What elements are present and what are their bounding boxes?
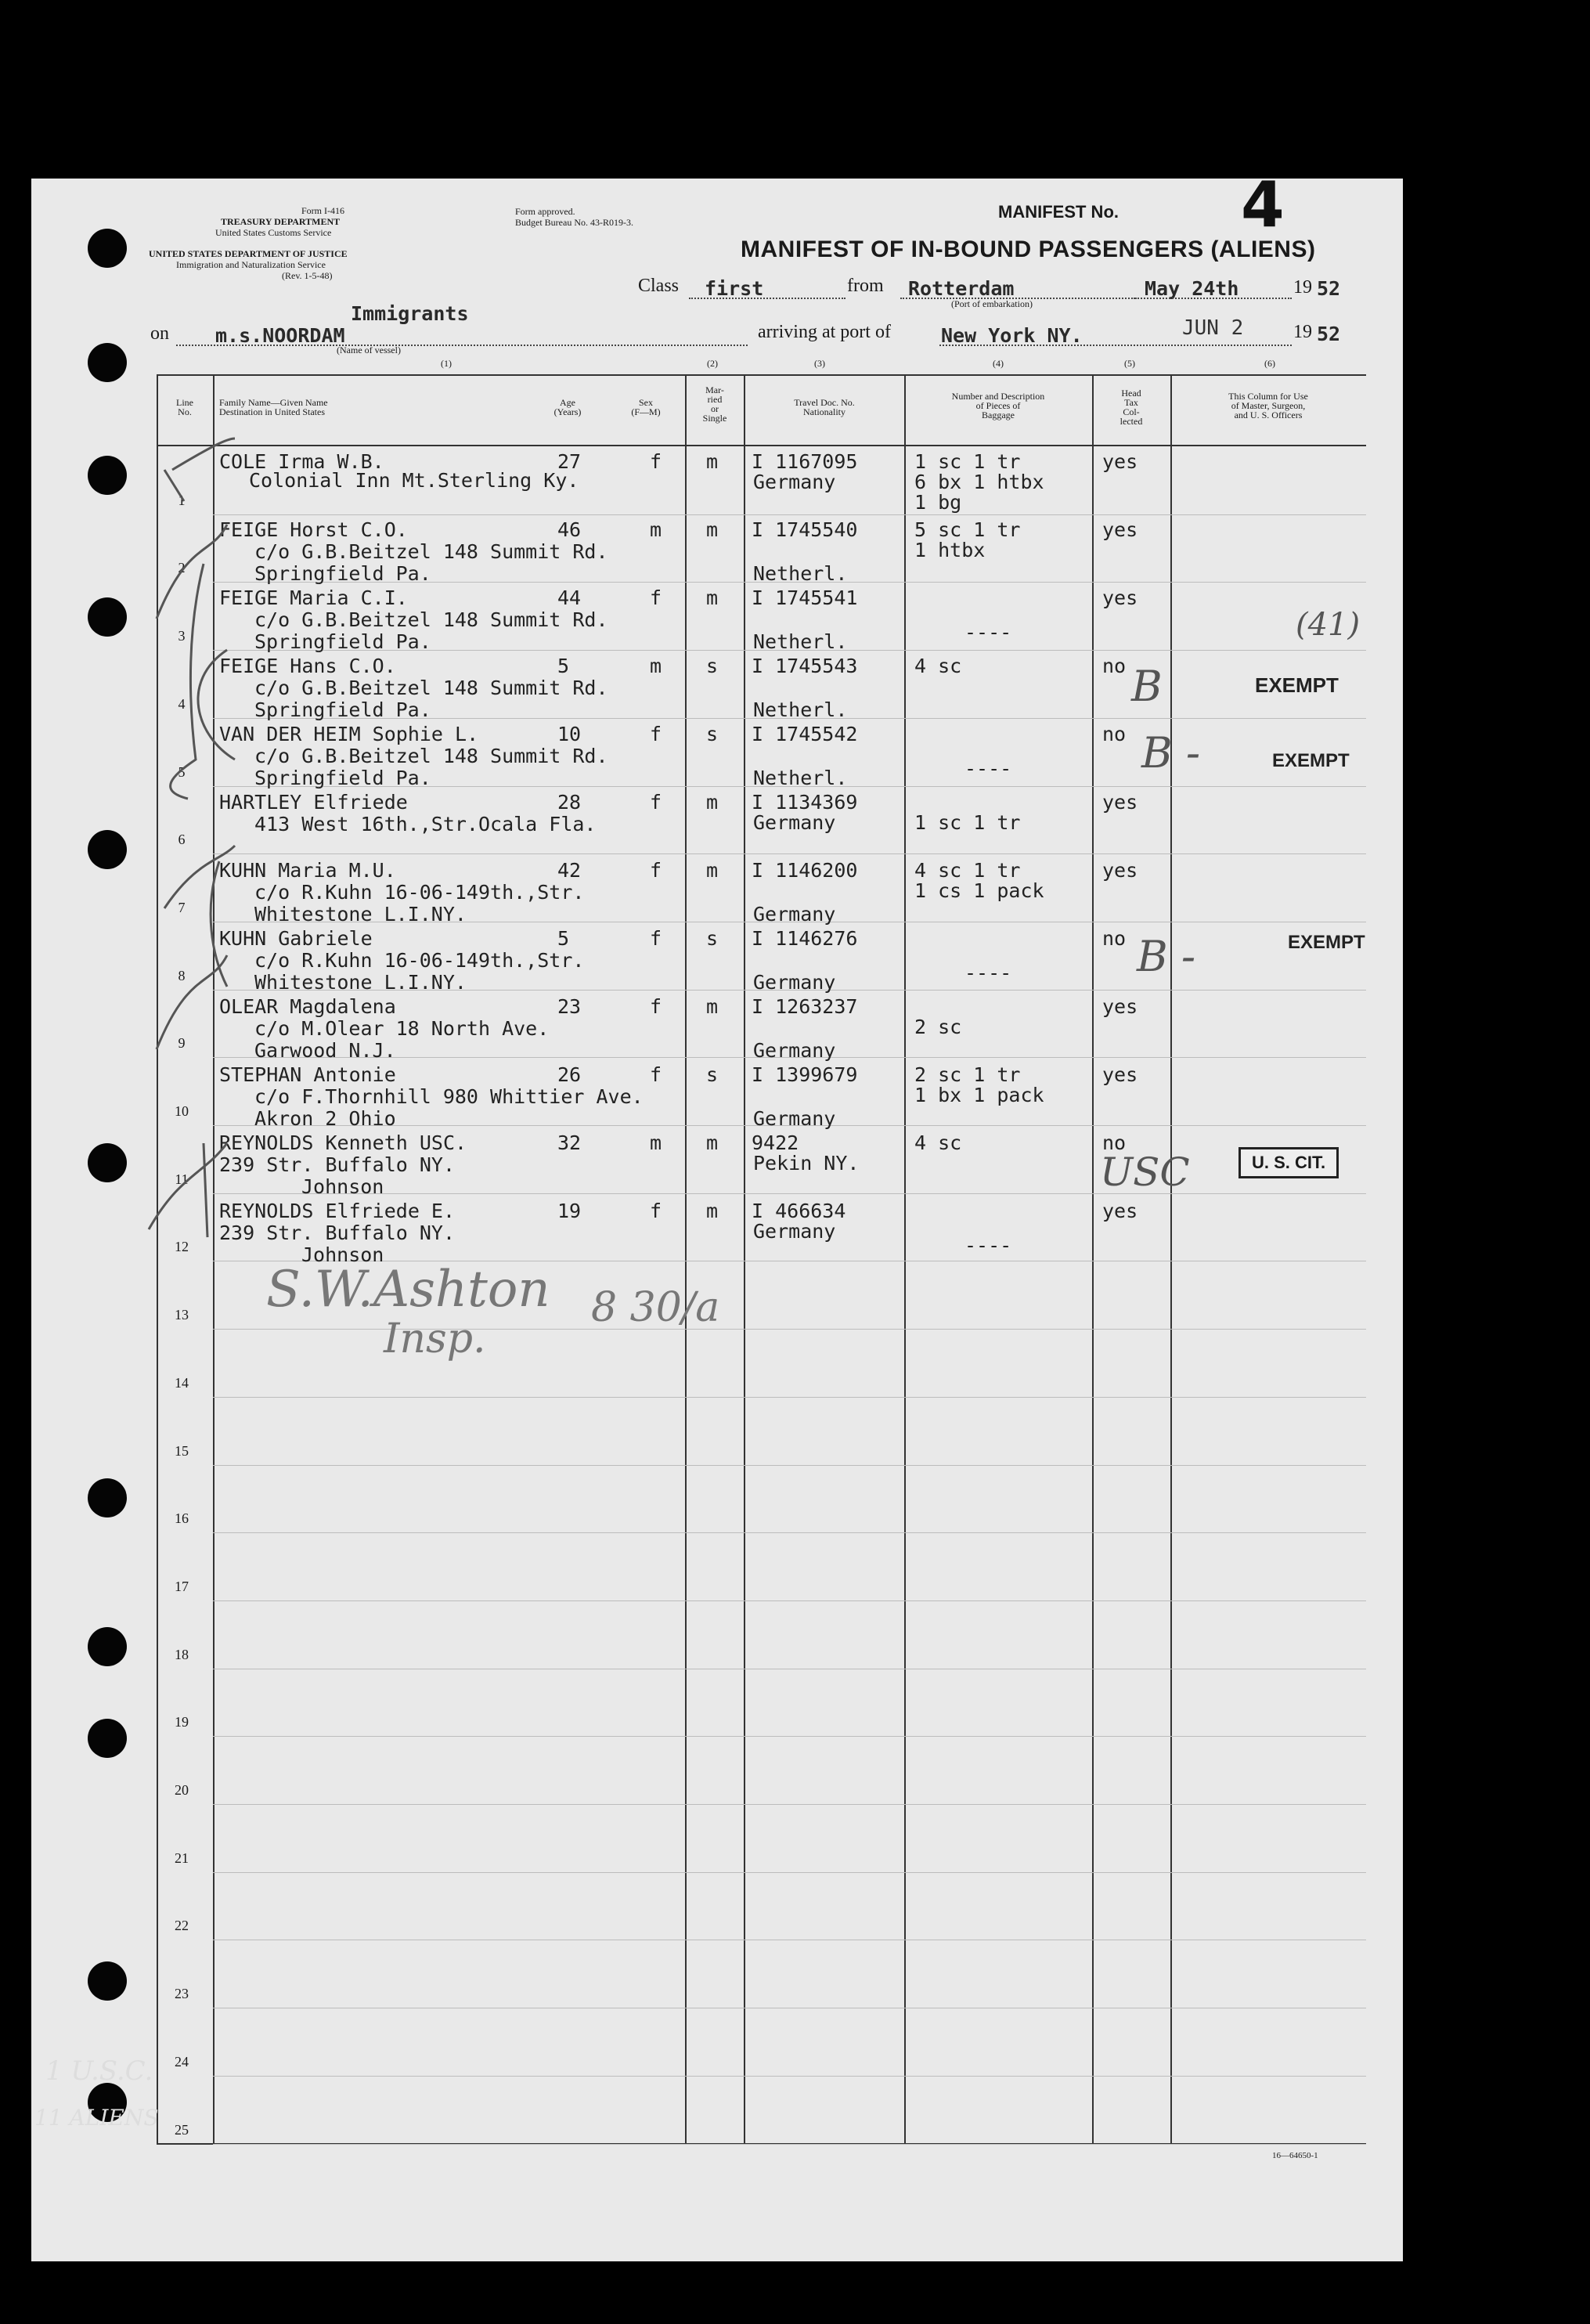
header-bottom-border [157,445,1366,446]
passenger-sex: m [650,518,662,541]
from-label: from [847,276,884,296]
year1-value: 52 [1317,277,1341,300]
passenger-name: REYNOLDS Kenneth USC. [219,1131,467,1154]
col-divider [685,374,687,2144]
destination-address: Springfield Pa. [254,767,431,789]
baggage: 1 cs 1 pack [914,879,1044,902]
binder-hole [88,1961,127,2001]
travel-doc-no: I 1745542 [752,723,858,745]
passenger-sex: f [650,927,662,950]
row-rule [213,1736,1366,1737]
line-number: 2 [178,560,186,576]
marital-status: m [706,859,719,882]
passenger-sex: f [650,450,662,473]
on-label: on [150,323,169,344]
marital-status: s [706,655,719,677]
travel-doc-no: I 1745540 [752,518,858,541]
header-age: Age (Years) [553,397,582,417]
header-travel-doc: Travel Doc. No. Nationality [794,397,855,417]
immigrants-label: Immigrants [351,302,469,325]
binder-hole [88,229,127,268]
head-tax: yes [1102,995,1138,1018]
marital-status: m [706,518,719,541]
head-tax: no [1102,1131,1127,1154]
table-top-border [157,374,1366,376]
marital-status: m [706,1200,719,1222]
header-officers: This Column for Use of Master, Surgeon, and U. S. Officers [1228,391,1308,420]
row-rule [213,2144,1366,2145]
exempt-stamp: EXEMPT [1272,750,1350,771]
destination-address: c/o R.Kuhn 16-06-149th.,Str. [254,949,585,972]
count-annotation: (41) [1296,607,1361,643]
baggage: 1 sc 1 tr [914,450,1021,473]
usc-annotation: USC [1100,1149,1190,1195]
budget-bureau: Budget Bureau No. 43-R019-3. [515,217,633,228]
head-tax: yes [1102,586,1138,609]
row-rule [213,853,1366,854]
marital-status: m [706,791,719,814]
passenger-age: 23 [557,995,582,1018]
form-approved: Form approved. [515,206,575,217]
baggage: 4 sc [914,1131,962,1154]
embark-label: (Port of embarkation) [951,298,1033,309]
line-number: 3 [178,628,186,644]
travel-doc-no: I 1134369 [752,791,858,814]
justice-dept: UNITED STATES DEPARTMENT OF JUSTICE [149,248,348,259]
passenger-name: FEIGE Horst C.O. [219,518,408,541]
line-number: 16 [175,1510,189,1527]
marital-status: m [706,450,719,473]
head-tax: yes [1102,859,1138,882]
date-line [1135,298,1292,299]
b-annotation: B - [1141,728,1201,778]
line-number: 8 [178,967,186,983]
revision: (Rev. 1-5-48) [282,270,333,281]
inspector-title: Insp. [384,1315,486,1362]
passenger-name: OLEAR Magdalena [219,995,396,1018]
passenger-age: 27 [557,450,582,473]
baggage: 2 sc [914,1016,962,1038]
line-number: 23 [175,1986,189,2002]
line-number: 6 [178,832,186,848]
row-rule [213,1397,1366,1398]
passenger-name: FEIGE Maria C.I. [219,586,408,609]
line-number: 12 [175,1239,189,1255]
travel-doc-no: I 1745543 [752,655,858,677]
destination-address: Johnson [301,1243,384,1266]
destination-address: c/o G.B.Beitzel 148 Summit Rd. [254,608,608,631]
destination-address: c/o G.B.Beitzel 148 Summit Rd. [254,677,608,699]
header-sex: Sex (F—M) [631,397,661,417]
passenger-sex: f [650,859,662,882]
nationality: Netherl. [753,630,848,653]
line-number: 11 [175,1171,189,1187]
travel-doc-no: I 1263237 [752,995,858,1018]
header-name: Family Name—Given Name Destination in United States [219,397,328,417]
marital-status: m [706,586,719,609]
customs-service: United States Customs Service [215,227,332,238]
destination-address: Springfield Pa. [254,562,431,585]
baggage: 1 bx 1 pack [914,1084,1044,1106]
destination-address: 239 Str. Buffalo NY. [219,1222,456,1244]
marital-status: s [706,1063,719,1086]
col-number-2: (2) [707,358,718,369]
line-number: 24 [175,2053,189,2070]
treasury-dept: TREASURY DEPARTMENT [221,216,341,227]
head-tax: no [1102,927,1127,950]
col-number-1: (1) [441,358,452,369]
passenger-name: STEPHAN Antonie [219,1063,396,1086]
col-number-5: (5) [1124,358,1135,369]
line-number: 13 [175,1307,189,1323]
vessel-name: m.s.NOORDAM [215,324,345,347]
line-number: 10 [175,1103,189,1119]
head-tax: yes [1102,791,1138,814]
marital-status: m [706,1131,719,1154]
passenger-age: 5 [557,927,570,950]
baggage: 5 sc 1 tr [914,518,1021,541]
col-divider [744,374,745,2144]
baggage: 2 sc 1 tr [914,1063,1021,1086]
destination-address: c/o G.B.Beitzel 148 Summit Rd. [254,540,608,563]
ins-service: Immigration and Naturalization Service [176,259,326,270]
marital-status: s [706,723,719,745]
nationality: Germany [753,971,836,994]
passenger-age: 42 [557,859,582,882]
passenger-name: COLE Irma W.B. [219,450,384,473]
head-tax: yes [1102,1063,1138,1086]
arrival-date-stamp: JUN 2 [1182,316,1244,340]
destination-address: c/o F.Thornhill 980 Whittier Ave. [254,1085,644,1108]
passenger-age: 46 [557,518,582,541]
nationality: Germany [753,811,836,834]
b-annotation: B [1131,662,1163,711]
line-number: 14 [175,1374,189,1391]
binder-hole [88,1719,127,1758]
b-annotation: B - [1137,932,1196,981]
head-tax: yes [1102,518,1138,541]
nationality: Pekin NY. [753,1152,860,1175]
destination-address: Springfield Pa. [254,630,431,653]
line-number: 21 [175,1849,189,1866]
side-note-usc: 1 U.S.C. [45,2055,153,2087]
year2-prefix: 19 [1293,322,1312,342]
destination-address: 239 Str. Buffalo NY. [219,1153,456,1176]
check-marks [141,423,251,1284]
passenger-sex: f [650,1200,662,1222]
row-rule [213,1872,1366,1873]
destination-address: Johnson [301,1175,384,1198]
col-number-4: (4) [993,358,1004,369]
baggage: ---- [964,621,1012,644]
marital-status: m [706,995,719,1018]
row-rule [213,2076,1366,2077]
passenger-name: VAN DER HEIM Sophie L. [219,723,479,745]
nationality: Germany [753,903,836,926]
col-number-6: (6) [1264,358,1275,369]
us-citizen-stamp: U. S. CIT. [1238,1147,1339,1178]
row-rule [213,1532,1366,1533]
destination-address: Garwood N.J. [254,1039,396,1062]
line-number: 4 [178,695,186,712]
header-married: Mar- ried or Single [702,384,727,424]
passenger-name: HARTLEY Elfriede [219,791,408,814]
destination-address: c/o R.Kuhn 16-06-149th.,Str. [254,881,585,904]
nationality: Germany [753,471,836,493]
from-value: Rotterdam [908,277,1015,300]
passenger-age: 19 [557,1200,582,1222]
binder-hole [88,456,127,495]
head-tax: no [1102,723,1127,745]
row-rule [213,1193,1366,1194]
baggage: ---- [964,962,1012,984]
travel-doc-no: 9422 [752,1131,799,1154]
col-divider [904,374,906,2144]
head-tax: yes [1102,1200,1138,1222]
baggage: ---- [964,1234,1012,1257]
marital-status: s [706,927,719,950]
arriving-label: arriving at port of [758,322,891,342]
nationality: Netherl. [753,767,848,789]
header-line-no: Line No. [176,397,193,417]
travel-doc-no: I 1745541 [752,586,858,609]
passenger-name: FEIGE Hans C.O. [219,655,396,677]
baggage: 1 bg [914,491,962,514]
line-number: 7 [178,899,186,915]
destination-address: Whitestone L.I.NY. [254,971,467,994]
travel-doc-no: I 1146200 [752,859,858,882]
passenger-sex: f [650,586,662,609]
manifest-number: 4 [1241,168,1285,241]
baggage: 1 sc 1 tr [914,811,1021,834]
binder-hole [88,597,127,637]
baggage: 1 htbx [914,539,986,561]
line-number: 18 [175,1646,189,1662]
binder-hole [88,1627,127,1666]
class-label: Class [638,276,680,296]
passenger-age: 5 [557,655,570,677]
passenger-age: 44 [557,586,582,609]
inspector-signature: S.W.Ashton [266,1261,550,1319]
destination-address: c/o M.Olear 18 North Ave. [254,1017,550,1040]
destination-address: 413 West 16th.,Str.Ocala Fla. [254,813,597,835]
form-number: Form I-416 [301,205,344,216]
head-tax: no [1102,655,1127,677]
line-number: 17 [175,1578,189,1594]
vessel-label: (Name of vessel) [337,345,401,355]
side-note-aliens: 11 ALIENS [34,2105,159,2131]
manifest-title: MANIFEST OF IN-BOUND PASSENGERS (ALIENS) [741,236,1316,262]
passenger-age: 10 [557,723,582,745]
line-number: 25 [175,2121,189,2138]
line-number: 1 [178,492,186,508]
row-rule [213,1804,1366,1805]
passenger-sex: f [650,723,662,745]
row-rule [213,514,1366,515]
footer-code: 16—64650-1 [1272,2151,1318,2160]
passenger-name: KUHN Gabriele [219,927,373,950]
header-baggage: Number and Description of Pieces of Baggage [951,391,1045,420]
nationality: Netherl. [753,562,848,585]
manifest-no-label: MANIFEST No. [998,202,1119,222]
nationality: Germany [753,1220,836,1243]
line-number: 9 [178,1035,186,1052]
row-rule [213,1465,1366,1466]
destination-address: Whitestone L.I.NY. [254,903,467,926]
baggage: 4 sc [914,655,962,677]
travel-doc-no: I 1167095 [752,450,858,473]
exempt-stamp: EXEMPT [1255,673,1339,697]
sail-date: May 24th [1145,277,1239,300]
destination-address: Springfield Pa. [254,698,431,721]
col-divider [1170,374,1172,2144]
travel-doc-no: I 466634 [752,1200,846,1222]
class-value: first [705,277,764,300]
line-number: 19 [175,1714,189,1730]
destination-address: Akron 2 Ohio [254,1107,396,1130]
head-tax: yes [1102,450,1138,473]
col-number-3: (3) [814,358,825,369]
passenger-name: KUHN Maria M.U. [219,859,396,882]
exempt-stamp: EXEMPT [1288,932,1365,953]
passenger-name: REYNOLDS Elfriede E. [219,1200,456,1222]
destination-address: Colonial Inn Mt.Sterling Ky. [249,469,579,492]
line-number: 22 [175,1918,189,1934]
binder-hole [88,1478,127,1517]
header-head-tax: Head Tax Col- lected [1119,388,1143,427]
travel-doc-no: I 1146276 [752,927,858,950]
passenger-age: 28 [557,791,582,814]
inspection-time: 8 30/a [591,1284,720,1331]
row-rule [213,1600,1366,1601]
baggage: 6 bx 1 htbx [914,471,1044,493]
destination-address: c/o G.B.Beitzel 148 Summit Rd. [254,745,608,767]
col-divider [1092,374,1094,2144]
line-number: 20 [175,1782,189,1798]
nationality: Germany [753,1107,836,1130]
passenger-sex: f [650,1063,662,1086]
line-number: 5 [178,763,186,780]
arrival-port: New York NY. [941,324,1083,347]
nationality: Germany [753,1039,836,1062]
passenger-sex: m [650,655,662,677]
year1-prefix: 19 [1293,277,1312,298]
baggage: ---- [964,757,1012,780]
passenger-age: 32 [557,1131,582,1154]
binder-hole [88,343,127,382]
passenger-age: 26 [557,1063,582,1086]
travel-doc-no: I 1399679 [752,1063,858,1086]
binder-hole [88,830,127,869]
baggage: 4 sc 1 tr [914,859,1021,882]
line-number: 15 [175,1442,189,1459]
passenger-sex: f [650,791,662,814]
passenger-sex: m [650,1131,662,1154]
year2-value: 52 [1317,323,1341,345]
nationality: Netherl. [753,698,848,721]
binder-hole [88,1143,127,1182]
passenger-sex: f [650,995,662,1018]
